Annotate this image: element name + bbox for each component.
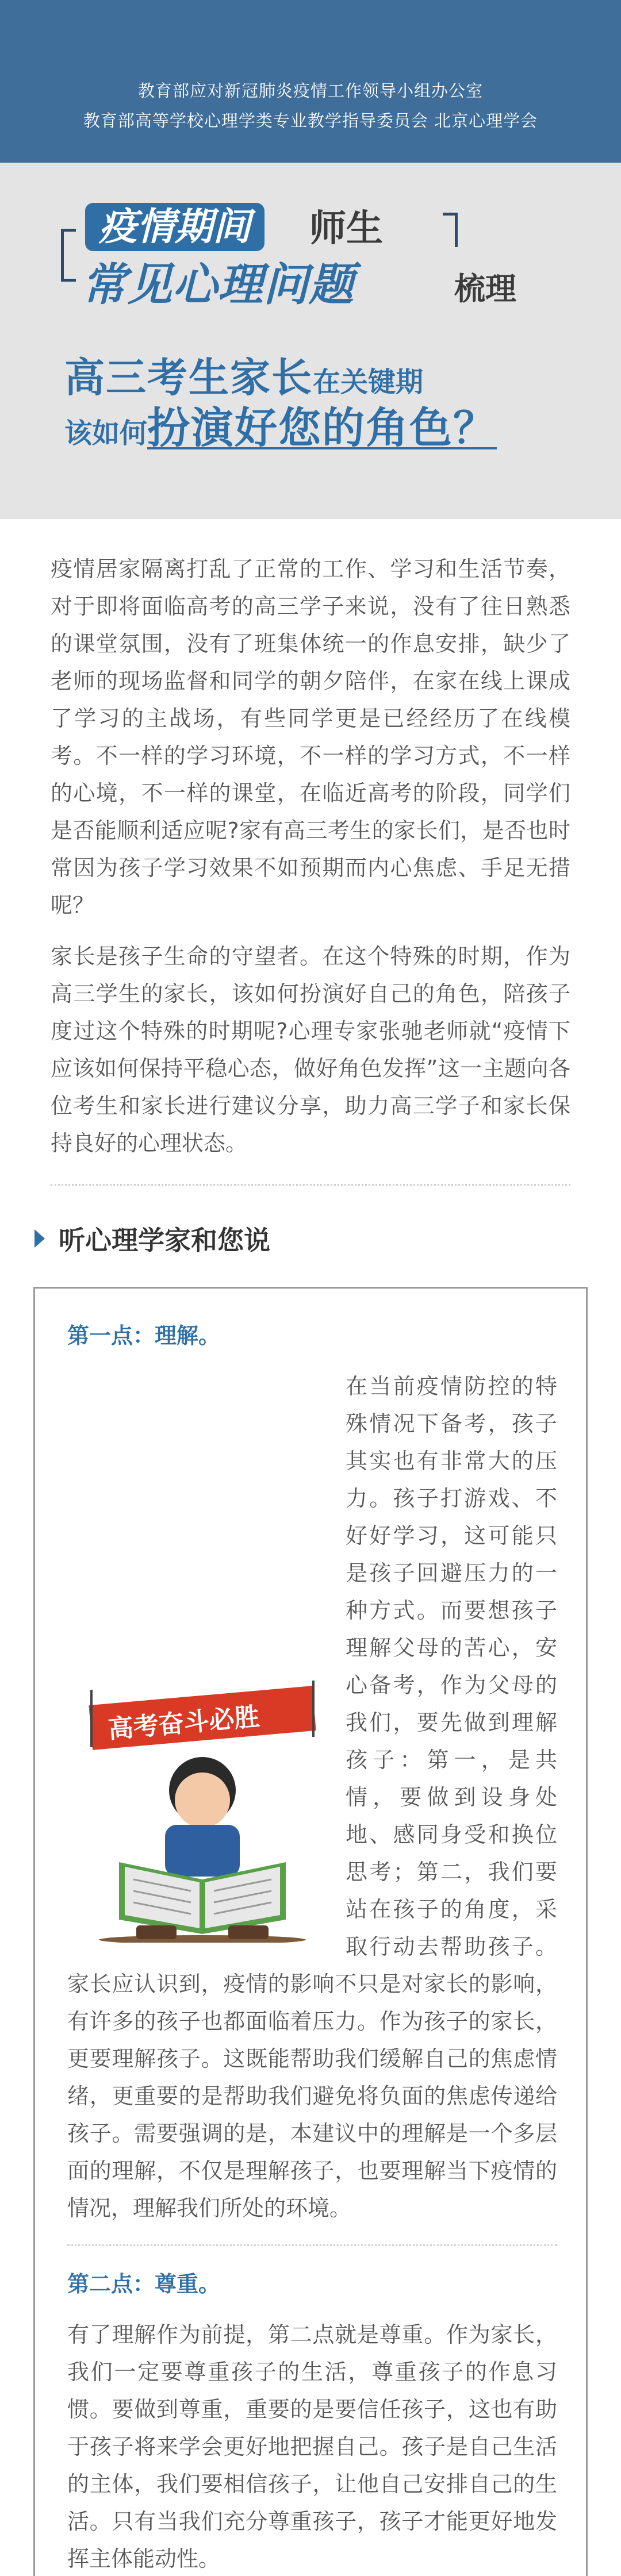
title-banner	[0, 163, 621, 519]
student-reading-illustration	[67, 1673, 338, 1943]
section-heading	[51, 1221, 570, 1256]
title-line1-rest: 师生	[309, 207, 383, 250]
article-body	[0, 551, 621, 2576]
card-divider	[67, 2244, 557, 2246]
right-bracket-decoration	[443, 213, 458, 247]
title-block	[61, 201, 560, 310]
subtitle-c: 该如何	[64, 417, 148, 449]
header	[0, 0, 621, 163]
title-tag: 疫情期间	[85, 203, 264, 251]
subtitle-d: 扮演好您的角色？	[147, 403, 497, 453]
intro-paragraph-2: 家长是孩子生命的守望者。在这个特殊的时期，作为高三学生的家长，该如何扮演好自己的角色，陪孩子度过这个特殊的时期呢?心理专家张驰老师就“疫情下应该如何保持平稳心态，做好角色发挥”这一主题向各位考生和家长进行建议分享，助力高三学子和家长保持良好的心理状态。	[51, 944, 570, 1156]
subtitle	[64, 352, 570, 458]
title-line2-main: 常见心理问题	[82, 259, 355, 311]
point-2-text: 有了理解作为前提，第二点就是尊重。作为家长，我们一定要尊重孩子的生活，尊重孩子的作息习惯。要做到尊重，重要的是要信任孩子，这也有助于孩子将来学会更好地把握自己。孩子是自己生活的主体，我们要相信孩子，让他自己安排自己的生活。只有当我们充分尊重孩子，孩子才能更好地发挥主体能动性。	[67, 2322, 557, 2571]
subtitle-a: 高三考生家长	[64, 354, 313, 401]
triangle-marker-icon	[34, 1229, 45, 1248]
advice-card	[33, 1287, 588, 2576]
divider	[51, 1184, 570, 1186]
subtitle-b: 在关键期	[313, 366, 424, 398]
point-1-title: 第一点：理解。	[67, 1323, 221, 1348]
point-2-title: 第二点：尊重。	[67, 2271, 221, 2297]
header-org-line-2: 教育部高等学校心理学类专业教学指导委员会 北京心理学会	[83, 111, 538, 130]
point-1-body: 在当前疫情防控的特殊情况下备考，孩子其实也有非常大的压力。孩子打游戏、不好好学习，这可能只是孩子回避压力的一种方式。而要想孩子理解父母的苦心，安心备考，作为父母的我们，要先做到理解孩子：第一，是共情，要做到设身处地、感同身受和换位思考；第二，我们要站在孩子的角度，采取行动去帮助孩子。家长应认识到，疫情的影响不只是对家长的影响，有许多的孩子也都面临着压力。作为孩子的家长，更要理解孩子。这既能帮助我们缓解自己的焦虑情绪，更重要的是帮助我们避免将负面的焦虑传递给孩子。需要强调的是，本建议中的理解是一个多层面的理解，不仅是理解孩子，也要理解当下疫情的情况，理解我们所处的环境。	[67, 1374, 557, 2221]
point-1-text	[67, 1368, 557, 2227]
title-line2-rest: 梳理	[454, 271, 516, 307]
banner-text: 高考奋斗必胜	[106, 1702, 261, 1745]
header-org-line-1: 教育部应对新冠肺炎疫情工作领导小组办公室	[137, 81, 483, 101]
left-bracket-decoration	[61, 229, 76, 282]
intro-paragraph-1: 疫情居家隔离打乱了正常的工作、学习和生活节奏，对于即将面临高考的高三学子来说，没有了往日熟悉的课堂氛围，没有了班集体统一的作息安排，缺少了老师的现场监督和同学的朝夕陪伴，在家在线上课成了学习的主战场，有些同学更是已经经历了在线模考。不一样的学习环境，不一样的学习方式，不一样的心境，不一样的课堂，在临近高考的阶段，同学们是否能顺利适应呢?家有高三考生的家长们，是否也时常因为孩子学习效果不如预期而内心焦虑、手足无措呢？	[51, 556, 570, 918]
section-title: 听心理学家和您说	[59, 1225, 270, 1256]
